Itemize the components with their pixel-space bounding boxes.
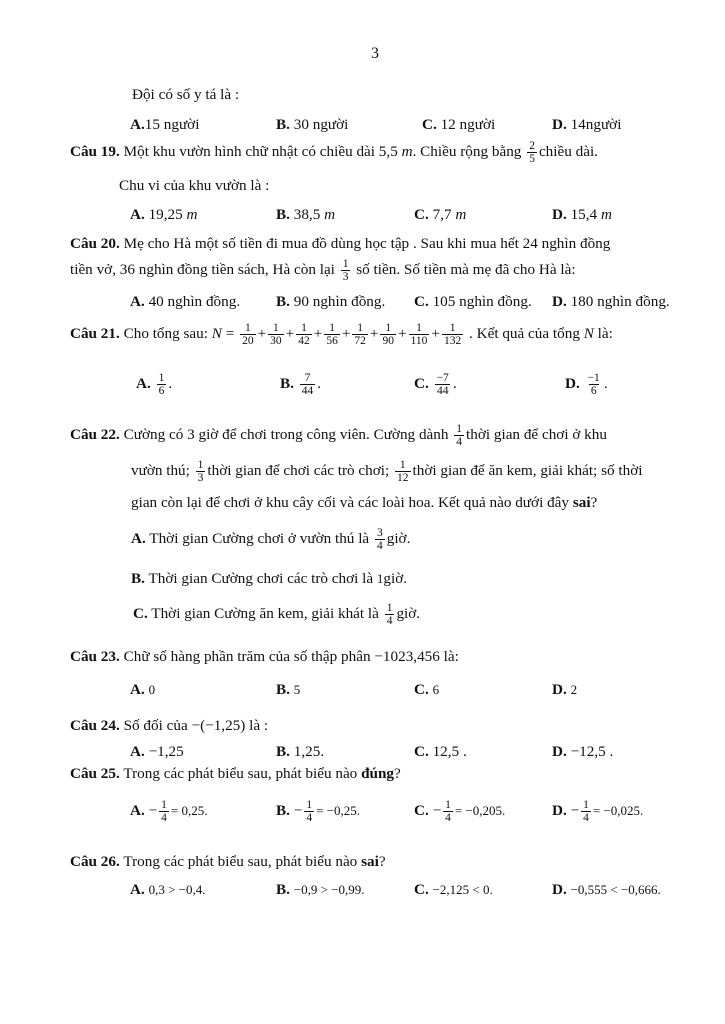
q26-option-c[interactable]: C. −2,125 < 0. (414, 881, 493, 898)
q19-fraction: $\frac{2}{5}$ (529, 140, 535, 166)
q25-option-c[interactable]: C. − $\frac{1}{4}$ = −0,205. (414, 799, 506, 825)
q18-option-c[interactable]: C. 12 người (422, 116, 496, 133)
q25-option-a[interactable]: A. − $\frac{1}{4}$ = 0,25. (130, 799, 208, 825)
q21-term: $\frac{1}{30}$ (270, 322, 282, 348)
q21-option-c[interactable]: C. $\frac{-7}{44}$ . (414, 372, 457, 398)
q22-option-c[interactable]: C. Thời gian Cường ăn kem, giải khát là $\frac{1}{4}$ giờ. (133, 602, 421, 628)
q23-option-a[interactable]: A. 0 (130, 681, 156, 698)
q22-line3: gian còn lại để chơi ở khu cây cối và các loài hoa. Kết quả nào dưới đây sai? (131, 494, 598, 511)
q19-option-d[interactable]: D. 15,4 m (552, 206, 612, 223)
q21-sum: $\frac{1}{20}$ + $\frac{1}{30}$ + $\frac{1}{42}$ + $\frac{1}{56}$ + $\frac{1}{72}$ + $\frac{1}{90}$ + $\frac{1}{110}$ + $\frac{1}{132}$ (242, 322, 462, 348)
q19-line2: Chu vi của khu vườn là : (119, 177, 270, 194)
page-number: 3 (371, 45, 379, 62)
q24-option-b[interactable]: B. 1,25. (276, 743, 325, 760)
q24-option-a[interactable]: A. −1,25 (130, 743, 184, 760)
q24-option-d[interactable]: D. −12,5 . (552, 743, 614, 760)
q24-stem: Câu 24. Số đối của −(−1,25) là : (70, 717, 269, 734)
q20-line2: tiền vở, 36 nghìn đồng tiền sách, Hà còn lại $\frac{1}{3}$ số tiền. Số tiền mà mẹ đã cho Hà là: (70, 258, 576, 284)
q18-option-a[interactable]: A.15 người (130, 116, 200, 133)
q20-option-d[interactable]: D. 180 nghìn đồng. (552, 293, 670, 310)
q18-option-d[interactable]: D. 14người (552, 116, 622, 133)
q25-option-d[interactable]: D. − $\frac{1}{4}$ = −0,025. (552, 799, 644, 825)
q21-label: Câu 21. (70, 325, 120, 343)
q20-option-c[interactable]: C. 105 nghìn đồng. (414, 293, 532, 310)
q22-fraction-1: $\frac{1}{4}$ (456, 423, 463, 449)
q22-line2: vườn thú; $\frac{1}{3}$ thời gian để chơi các trò chơi; $\frac{1}{12}$ thời gian để ăn kem, giải khát; số thời (131, 459, 643, 485)
q21-term: $\frac{1}{90}$ (382, 322, 394, 348)
q23-option-c[interactable]: C. 6 (414, 681, 440, 698)
q21-option-a[interactable]: A. $\frac{1}{6}$ . (136, 372, 173, 398)
q19-option-b[interactable]: B. 38,5 m (276, 206, 336, 223)
q19-label: Câu 19. (70, 143, 120, 161)
q19-option-c[interactable]: C. 7,7 m (414, 206, 467, 223)
q23-label: Câu 23. (70, 648, 120, 665)
q24-label: Câu 24. (70, 717, 120, 734)
q20-fraction: $\frac{1}{3}$ (342, 258, 349, 284)
q21-term: $\frac{1}{132}$ (443, 322, 462, 348)
q26-label: Câu 26. (70, 853, 120, 870)
q18-option-b[interactable]: B. 30 người (276, 116, 349, 133)
q25-stem: Câu 25. Trong các phát biểu sau, phát biểu nào đúng? (70, 765, 401, 782)
q26-option-b[interactable]: B. −0,9 > −0,99. (276, 881, 365, 898)
q22-fraction-2: $\frac{1}{3}$ (197, 459, 204, 485)
q21-term: $\frac{1}{110}$ (410, 322, 428, 348)
q25-option-b[interactable]: B. − $\frac{1}{4}$ = −0,25. (276, 799, 360, 825)
q22-fraction-3: $\frac{1}{12}$ (397, 459, 409, 485)
q20-option-a[interactable]: A. 40 nghìn đồng. (130, 293, 241, 310)
q21-term: $\frac{1}{56}$ (326, 322, 338, 348)
q20-stem: Câu 20. Mẹ cho Hà một số tiền đi mua đồ dùng học tập . Sau khi mua hết 24 nghìn đồng (70, 235, 611, 252)
q21-option-d[interactable]: D. $\frac{-1}{6}$ . (565, 372, 608, 398)
q23-option-b[interactable]: B. 5 (276, 681, 301, 698)
q21-stem: Câu 21. Cho tổng sau: N = $\frac{1}{20}$ + $\frac{1}{30}$ + $\frac{1}{42}$ + $\frac{1}{56}$ + $\frac{1}{72}$ + $\frac{1}{90}$ + $\frac{1}{110}$ + $\frac{1}{132}$ . Kết quả của tổng N là: (70, 322, 613, 348)
q25-label: Câu 25. (70, 765, 120, 782)
intro-line: Đội có số y tá là : (132, 86, 240, 103)
q26-option-d[interactable]: D. −0,555 < −0,666. (552, 881, 661, 898)
q23-option-d[interactable]: D. 2 (552, 681, 578, 698)
q26-stem: Câu 26. Trong các phát biểu sau, phát biểu nào sai? (70, 853, 386, 870)
q23-stem: Câu 23. Chữ số hàng phần trăm của số thập phân −1023,456 là: (70, 648, 459, 665)
q19-stem: Câu 19. Một khu vườn hình chữ nhật có chiều dài 5,5 m. Chiều rộng bằng $\frac{2}{5}$ chiều dài. (70, 140, 598, 166)
q19-option-a[interactable]: A. 19,25 m (130, 206, 198, 223)
q24-option-c[interactable]: C. 12,5 . (414, 743, 467, 760)
q22-option-b[interactable]: B. Thời gian Cường chơi các trò chơi là 1giờ. (131, 570, 408, 587)
q20-option-b[interactable]: B. 90 nghìn đồng. (276, 293, 386, 310)
q21-term: $\frac{1}{42}$ (298, 322, 310, 348)
q21-term: $\frac{1}{20}$ (242, 322, 254, 348)
q22-option-a[interactable]: A. Thời gian Cường chơi ở vườn thú là $\frac{3}{4}$ giờ. (131, 527, 411, 553)
q20-label: Câu 20. (70, 235, 120, 252)
q22-label: Câu 22. (70, 426, 120, 444)
q21-term: $\frac{1}{72}$ (354, 322, 366, 348)
q21-option-b[interactable]: B. $\frac{7}{44}$ . (280, 372, 322, 398)
q26-option-a[interactable]: A. 0,3 > −0,4. (130, 881, 206, 898)
q22-stem: Câu 22. Cường có 3 giờ để chơi trong công viên. Cường dành $\frac{1}{4}$ thời gian để chơi ở khu (70, 423, 607, 449)
